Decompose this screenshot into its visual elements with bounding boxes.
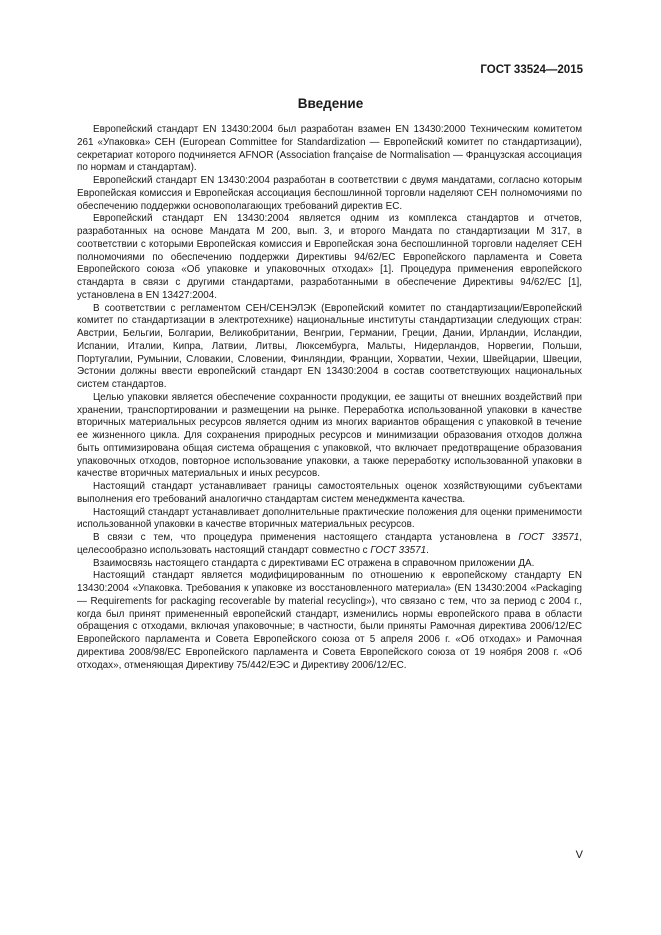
paragraph-10: Настоящий стандарт является модифицированным по отношению к европейскому стандарту EN 13430:2004 «Упаковка. Требования к упаковке из восстановленного материала» (EN 13430:2004 «Packaging — Requirements for packaging recoverable by material recycling»), что связано с тем, что за период с 2004 г., когда был принят примененный европейский стандарт, изменились нормы европейского права в области обращения с отходами, включая упаковочные; в частности, были приняты Рамочная директива 2006/12/ЕС Европейского парламента и Совета Европейского союза от 5 апреля 2006 г. «Об отходах» и Рамочная директива 2008/98/ЕС Европейского парламента и Совета Европейского союза от 19 ноября 2008 г. «Об отходах», отменяющая Директиву 75/442/ЕЭС и Директиву 2006/12/ЕС. — [77, 570, 582, 671]
paragraph-8-text-a: В связи с тем, что процедура применения настоящего стандарта установлена в — [93, 532, 519, 543]
document-code: ГОСТ 33524—2015 — [480, 64, 583, 76]
paragraph-8 — [77, 532, 582, 558]
paragraph-1: Европейский стандарт EN 13430:2004 был разработан взамен EN 13430:2000 Техническим комитетом 261 «Упаковка» CEH (European Committee for Standardization — Европейский комитет по стандартизации), секретариат которого подчиняется AFNOR (Association française de Normalisation — Французская ассоциация по нормам и стандартам). — [77, 124, 582, 174]
document-body — [77, 124, 582, 672]
paragraph-5: Целью упаковки является обеспечение сохранности продукции, ее защиты от внешних воздействий при хранении, транспортировании и размещении на рынке. Переработка использованной упаковки в качестве вторичных материальных ресурсов является одним из многих вариантов обращения с упаковкой в течение ее жизненного цикла. Для сохранения природных ресурсов и минимизации образования отходов должна быть оптимизирована общая система обращения с упаковкой, что включает предотвращение образования упаковочных отходов, повторное использование упаковки, а также переработку использованной упаковки в качестве вторичных материальных и иных ресурсов. — [77, 391, 582, 480]
paragraph-3: Европейский стандарт EN 13430:2004 является одним из комплекса стандартов и отчетов, разработанных на основе Мандата М 200, вып. 3, и второго Мандата по стандартизации М 317, в соответствии с которыми Европейская комиссия и Европейская зона беспошлинной торговли наделяет CEH полномочиями по обеспечению поддержки Директивы 94/62/ЕС Европейского парламента и Совета Европейского союза «Об упаковке и упаковочных отходах» [1]. Процедура применения европейского стандарта в связи с другими стандартами, разработанными в обеспечение Директивы 94/62/ЕС [1], установлена в EN 13427:2004. — [77, 213, 582, 301]
paragraph-7: Настоящий стандарт устанавливает дополнительные практические положения для оценки применимости использованной упаковки в качестве вторичных материальных ресурсов. — [77, 506, 582, 531]
section-title: Введение — [297, 96, 364, 111]
paragraph-8-text-c: . — [426, 544, 429, 556]
gost-reference-2: ГОСТ 33571 — [370, 544, 427, 556]
paragraph-2: Европейский стандарт EN 13430:2004 разработан в соответствии с двумя мандатами, согласно которым Европейская комиссия и Европейская ассоциация беспошлинной торговли наделяют CEH полномочиями по обеспечению поддержки основополагающих требований директив ЕС. — [77, 175, 582, 212]
paragraph-9: Взаимосвязь настоящего стандарта с директивами ЕС отражена в справочном приложении ДА. — [93, 557, 535, 569]
paragraph-6: Настоящий стандарт устанавливает границы самостоятельных оценок хозяйствующими субъектами выполнения его требований аналогично стандартам систем менеджмента качества. — [77, 481, 582, 505]
paragraph-4: В соответствии с регламентом СЕН/СЕНЭЛЭК (Европейский комитет по стандартизации/Европейский комитет по стандартизации в электротехнике) национальные институты стандартизации следующих стран: Австрии, Бельгии, Болгарии, Великобритании, Венгрии, Германии, Греции, Дании, Ирландии, Исландии, Испании, Италии, Кипра, Латвии, Литвы, Люксембурга, Мальты, Нидерландов, Норвегии, Польши, Португалии, Румынии, Словакии, Словении, Финляндии, Франции, Хорватии, Чехии, Швейцарии, Швеции, Эстонии должны ввести европейский стандарт EN 13430:2004 в состав соответствующих национальных систем стандартов. — [77, 302, 582, 390]
gost-reference-1: ГОСТ 33571 — [518, 532, 580, 543]
paragraph-8-text-b: , целесообразно использовать настоящий стандарт совместно с — [77, 532, 582, 556]
page-number: V — [575, 849, 583, 861]
